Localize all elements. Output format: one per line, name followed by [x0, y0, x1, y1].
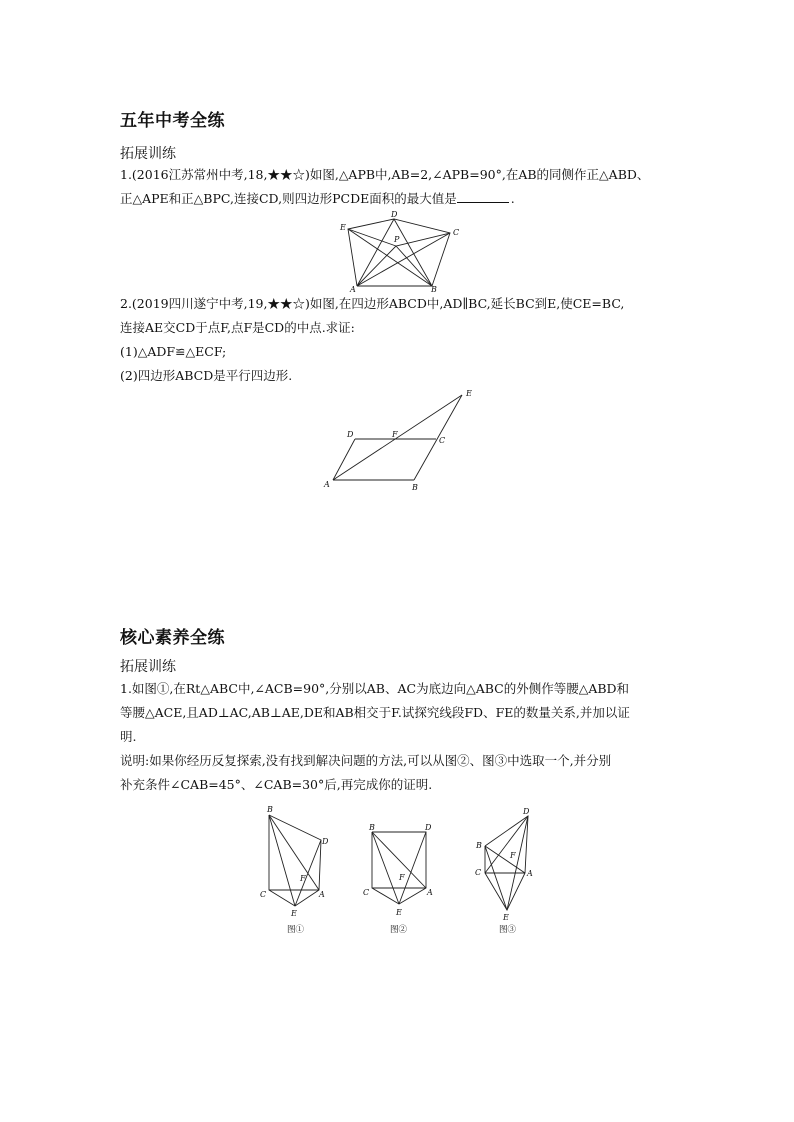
q2-segment-BE [414, 395, 462, 480]
fig3-label-D: D [523, 807, 530, 816]
fig1-segment-BA [269, 815, 319, 890]
fig3-label-B: B [476, 841, 482, 850]
answer-blank [457, 191, 509, 203]
fig3-label-C: C [475, 868, 482, 877]
q2-label-E: E [466, 389, 472, 398]
fig2-label-D: D [425, 823, 432, 832]
fig1-label-E: E [291, 909, 297, 918]
q1-segment-EP [348, 229, 396, 246]
fig1-label-A: A [319, 890, 325, 899]
s2-q1-text-line-2: 等腰△ACE,且AD⊥AC,AB⊥AE,DE和AB相交于F.试探究线段FD、FE的数量关系,并加以证 [120, 705, 630, 720]
s2-q1-text-line-5: 补充条件∠CAB=45°、∠CAB=30°后,再完成你的证明. [120, 777, 433, 792]
q1-figure [330, 208, 470, 292]
fig2-label-B: B [369, 823, 375, 832]
fig1-label-D: D [322, 837, 329, 846]
fig1-label-F: F [300, 874, 306, 883]
q1-segment-AP [357, 246, 396, 286]
q1-label-B: B [431, 285, 437, 292]
fig2-outline [372, 832, 426, 904]
q2-label-D: D [347, 430, 354, 439]
s2-figure-1 [258, 800, 338, 940]
section-heading-five-year: 五年中考全练 [120, 111, 225, 131]
fig1-label-B: B [267, 805, 273, 814]
q1-label-E: E [340, 223, 346, 232]
fig2-label-E: E [396, 908, 402, 917]
fig2-label-C: C [363, 888, 370, 897]
section-heading-core: 核心素养全练 [120, 628, 225, 648]
s2-figure-2 [356, 800, 440, 940]
caption-fig-2: 图② [390, 925, 408, 935]
section-subheading-2: 拓展训练 [120, 659, 176, 675]
q1-segment-PC [396, 233, 450, 246]
fig3-segment-BA [485, 846, 525, 873]
q1-segment-EB [348, 229, 432, 286]
fig3-label-E: E [503, 913, 509, 922]
q1-text-line-2-end: . [510, 191, 515, 206]
s2-q1-text-line-1: 1.如图①,在Rt△ABC中,∠ACB=90°,分别以AB、AC为底边向△ABC的外侧作等腰△ABD和 [120, 681, 630, 696]
fig2-label-A: A [427, 888, 433, 897]
fig1-segment-DE [295, 840, 321, 906]
s2-q1-text-line-3: 明. [120, 729, 137, 744]
fig3-label-A: A [527, 869, 533, 878]
q1-label-D: D [391, 210, 398, 219]
q1-text-line-2 [120, 191, 515, 207]
q1-text-line-2-main: 正△APE和正△BPC,连接CD,则四边形PCDE面积的最大值是 [120, 191, 457, 206]
q2-text-line-1: 2.(2019四川遂宁中考,19,★★☆)如图,在四边形ABCD中,AD∥BC,延长BC到E,使CE=BC, [120, 296, 625, 311]
fig2-segment-DE [399, 832, 426, 904]
q1-label-P: P [394, 235, 400, 244]
fig3-outline [485, 816, 528, 910]
fig2-segment-BE [372, 832, 399, 904]
q1-figure-outline [348, 219, 450, 286]
s2-figure-3 [470, 800, 550, 940]
q1-text-line-1: 1.(2016江苏常州中考,18,★★☆)如图,△APB中,AB=2,∠APB=90°,在AB的同侧作正△ABD、 [120, 167, 650, 182]
q1-segment-CA [357, 233, 450, 286]
fig3-label-F: F [510, 851, 516, 860]
section-subheading: 拓展训练 [120, 146, 176, 162]
q2-label-C: C [439, 436, 446, 445]
q2-segment-AD [333, 439, 355, 480]
caption-fig-3: 图③ [499, 925, 517, 935]
q2-text-line-2: 连接AE交CD于点F,点F是CD的中点.求证: [120, 320, 355, 335]
q2-label-A: A [324, 480, 330, 489]
q2-text-line-3: (1)△ADF≌△ECF; [120, 344, 227, 359]
q2-label-F: F [392, 430, 398, 439]
s2-q1-text-line-4: 说明:如果你经历反复探索,没有找到解决问题的方法,可以从图②、图③中选取一个,并分别 [120, 753, 612, 768]
q2-label-B: B [412, 483, 418, 492]
fig2-label-F: F [399, 873, 405, 882]
q1-label-C: C [453, 228, 460, 237]
fig1-label-C: C [260, 890, 267, 899]
q2-text-line-4: (2)四边形ABCD是平行四边形. [120, 368, 293, 383]
q2-figure [318, 383, 482, 493]
caption-fig-1: 图① [287, 925, 305, 935]
q1-label-A: A [350, 285, 356, 292]
q1-segment-BD [394, 219, 432, 286]
q1-segment-PB [396, 246, 432, 286]
